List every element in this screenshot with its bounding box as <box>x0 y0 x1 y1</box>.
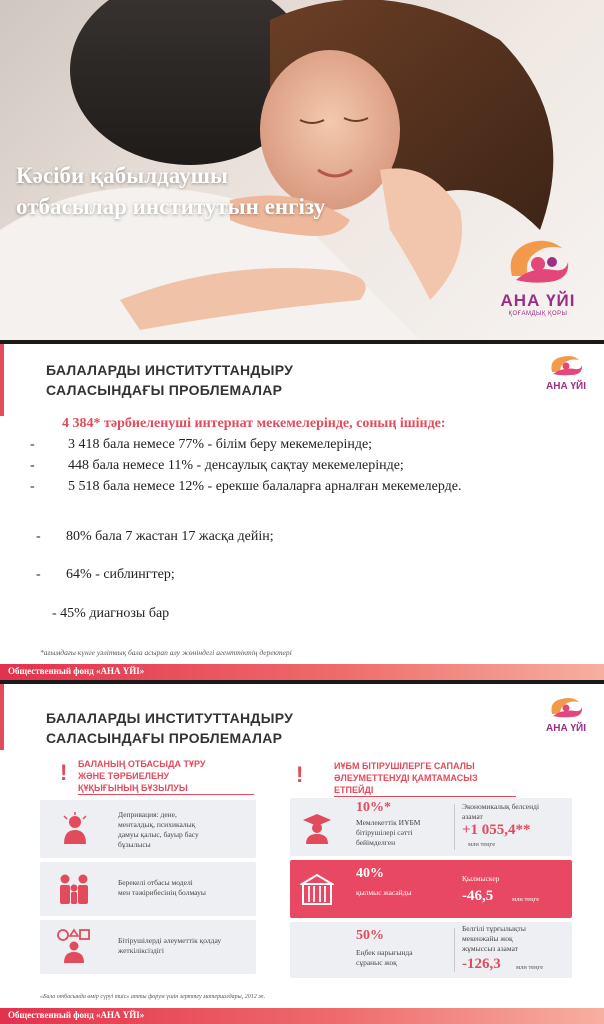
ana-uii-logo <box>496 236 580 320</box>
warning-icon: ! <box>60 760 68 785</box>
footer-text: Общественный фонд «АНА ҮЙІ» <box>8 1010 145 1020</box>
ana-uii-logo-icon <box>502 236 574 286</box>
graduate-icon <box>302 812 332 844</box>
outcome-amount: +1 055,4** <box>462 822 531 838</box>
hero-slide <box>0 0 604 340</box>
heading-underline <box>78 794 254 795</box>
ana-uii-logo-icon <box>547 354 585 376</box>
outcome-unit: млн теңге <box>512 896 540 903</box>
heading-underline <box>334 796 516 797</box>
source-note: «Бала отбасында өмір сүруі тиіс» атты форум үшін зерттеу материалдары, 2012 ж. <box>40 994 266 1000</box>
logo-brand: АНА ҮЙІ <box>500 291 576 310</box>
ana-uii-logo <box>542 354 590 392</box>
hero-title-line1: Кәсіби қабылдаушы <box>16 163 228 188</box>
outcome-percent: 40% <box>356 866 384 881</box>
outcome-amount: -126,3 <box>462 956 501 972</box>
issue-card-support: Бітірушілерді әлеуметтік қолдау жеткіліксіздігі <box>40 920 256 974</box>
outcome-card-crime: 40% қылмыс жасайды Қылмыскер -46,5 млн теңге <box>290 860 572 918</box>
slide-title-line1: БАЛАЛАРДЫ ИНСТИТУТТАНДЫРУ <box>46 362 294 378</box>
problems-slide: БАЛАЛАРДЫ ИНСТИТУТТАНДЫРУ САЛАСЫНДАҒЫ ПРОБЛЕМАЛАР АНА ҮЙІ 4 384* тәрбиеленуші интернат мекемелерінде, соның ішінде: - 3 418 бала немесе 77% - білім беру мекемелерінде; - 448 бала немесе 11% - денсаулық сақтау мекемелерінде; - 5 518 бала немесе 12% - ерекше балаларға арналған мекемелерде. - 80% бала 7 жастан 17 жасқа дейін; - 64% - сиблингтер; - 45% диагнозы бар *ағымдағы күнге уәлітвық бала асырап алу жөніндегі агенттіктің деректері Общественный фонд «АНА ҮЙІ» <box>0 344 604 680</box>
right-section-heading: ИҰБМ БІТІРУШІЛЕРГЕ САПАЛЫ ӘЛЕУМЕТТЕНУДІ ҚАМТАМАСЫЗ ЕТПЕЙДІ <box>334 761 478 795</box>
shapes-child-icon <box>56 928 92 964</box>
hero-title <box>16 160 325 222</box>
slide-title <box>46 360 293 400</box>
slide-title-line2: САЛАСЫНДАҒЫ ПРОБЛЕМАЛАР <box>46 382 283 398</box>
prison-icon <box>300 872 334 906</box>
stressed-child-icon <box>58 812 92 846</box>
problems-detail-slide <box>0 684 604 1024</box>
outcome-percent: 50% <box>356 928 384 943</box>
logo-brand: АНА ҮЙІ <box>546 381 586 392</box>
accent-bar <box>0 344 4 416</box>
lead-statement: 4 384* тәрбиеленуші интернат мекемелерінде, соның ішінде: <box>62 416 446 431</box>
warning-icon: ! <box>296 762 304 787</box>
family-icon <box>56 872 92 906</box>
outcome-unit: млн теңге <box>468 841 496 848</box>
slide-footer <box>0 664 604 680</box>
slide-footer <box>0 1008 604 1024</box>
slide-title-line1: БАЛАЛАРДЫ ИНСТИТУТТАНДЫРУ <box>46 710 294 726</box>
issue-card-deprivation: Депривация: дене, менталдық, психикалық дамуы қалыс, бауыр басу бұзылысы <box>40 800 256 858</box>
slide-title <box>46 708 293 748</box>
ana-uii-logo <box>542 696 590 734</box>
footer-text: Общественный фонд «АНА ҮЙІ» <box>8 666 145 676</box>
slide-title-line2: САЛАСЫНДАҒЫ ПРОБЛЕМАЛАР <box>46 730 283 746</box>
source-note: *ағымдағы күнге уәлітвық бала асырап алу жөніндегі агенттіктің деректері <box>40 648 292 657</box>
logo-tagline: ҚОҒАМДЫҚ ҚОРЫ <box>508 311 568 317</box>
accent-bar <box>0 684 4 750</box>
hero-title-line2: отбасылар институтын енгізу <box>16 194 326 219</box>
outcome-card-unemployed: 50% Еңбек нарығында сұраныс жоқ Белгілі тұрғылықты мекенжайы жоқ жұмыссыз азамат -126,3 млн теңге <box>290 922 572 978</box>
outcome-amount: -46,5 <box>462 888 494 904</box>
outcome-percent: 10%* <box>356 800 391 815</box>
outcome-card-adapted: 10%* Мемлекеттік ИҰБМ бітірушілері сәтті бейімделген Экономикалық белсенді азамат +1 055,4** млн теңге <box>290 798 572 856</box>
outcome-unit: млн теңге <box>516 964 544 971</box>
issue-card-family-model: Берекелі отбасы моделі мен тәжірибесінің болмауы <box>40 862 256 916</box>
left-section-heading: БАЛАНЫҢ ОТБАСЫДА ТҰРУ ЖӘНЕ ТӘРБИЕЛЕНУ ҚҰҚЫҒЫНЫҢ БҰЗЫЛУЫ <box>78 759 206 793</box>
logo-brand: АНА ҮЙІ <box>546 723 586 734</box>
ana-uii-logo-icon <box>547 696 585 718</box>
